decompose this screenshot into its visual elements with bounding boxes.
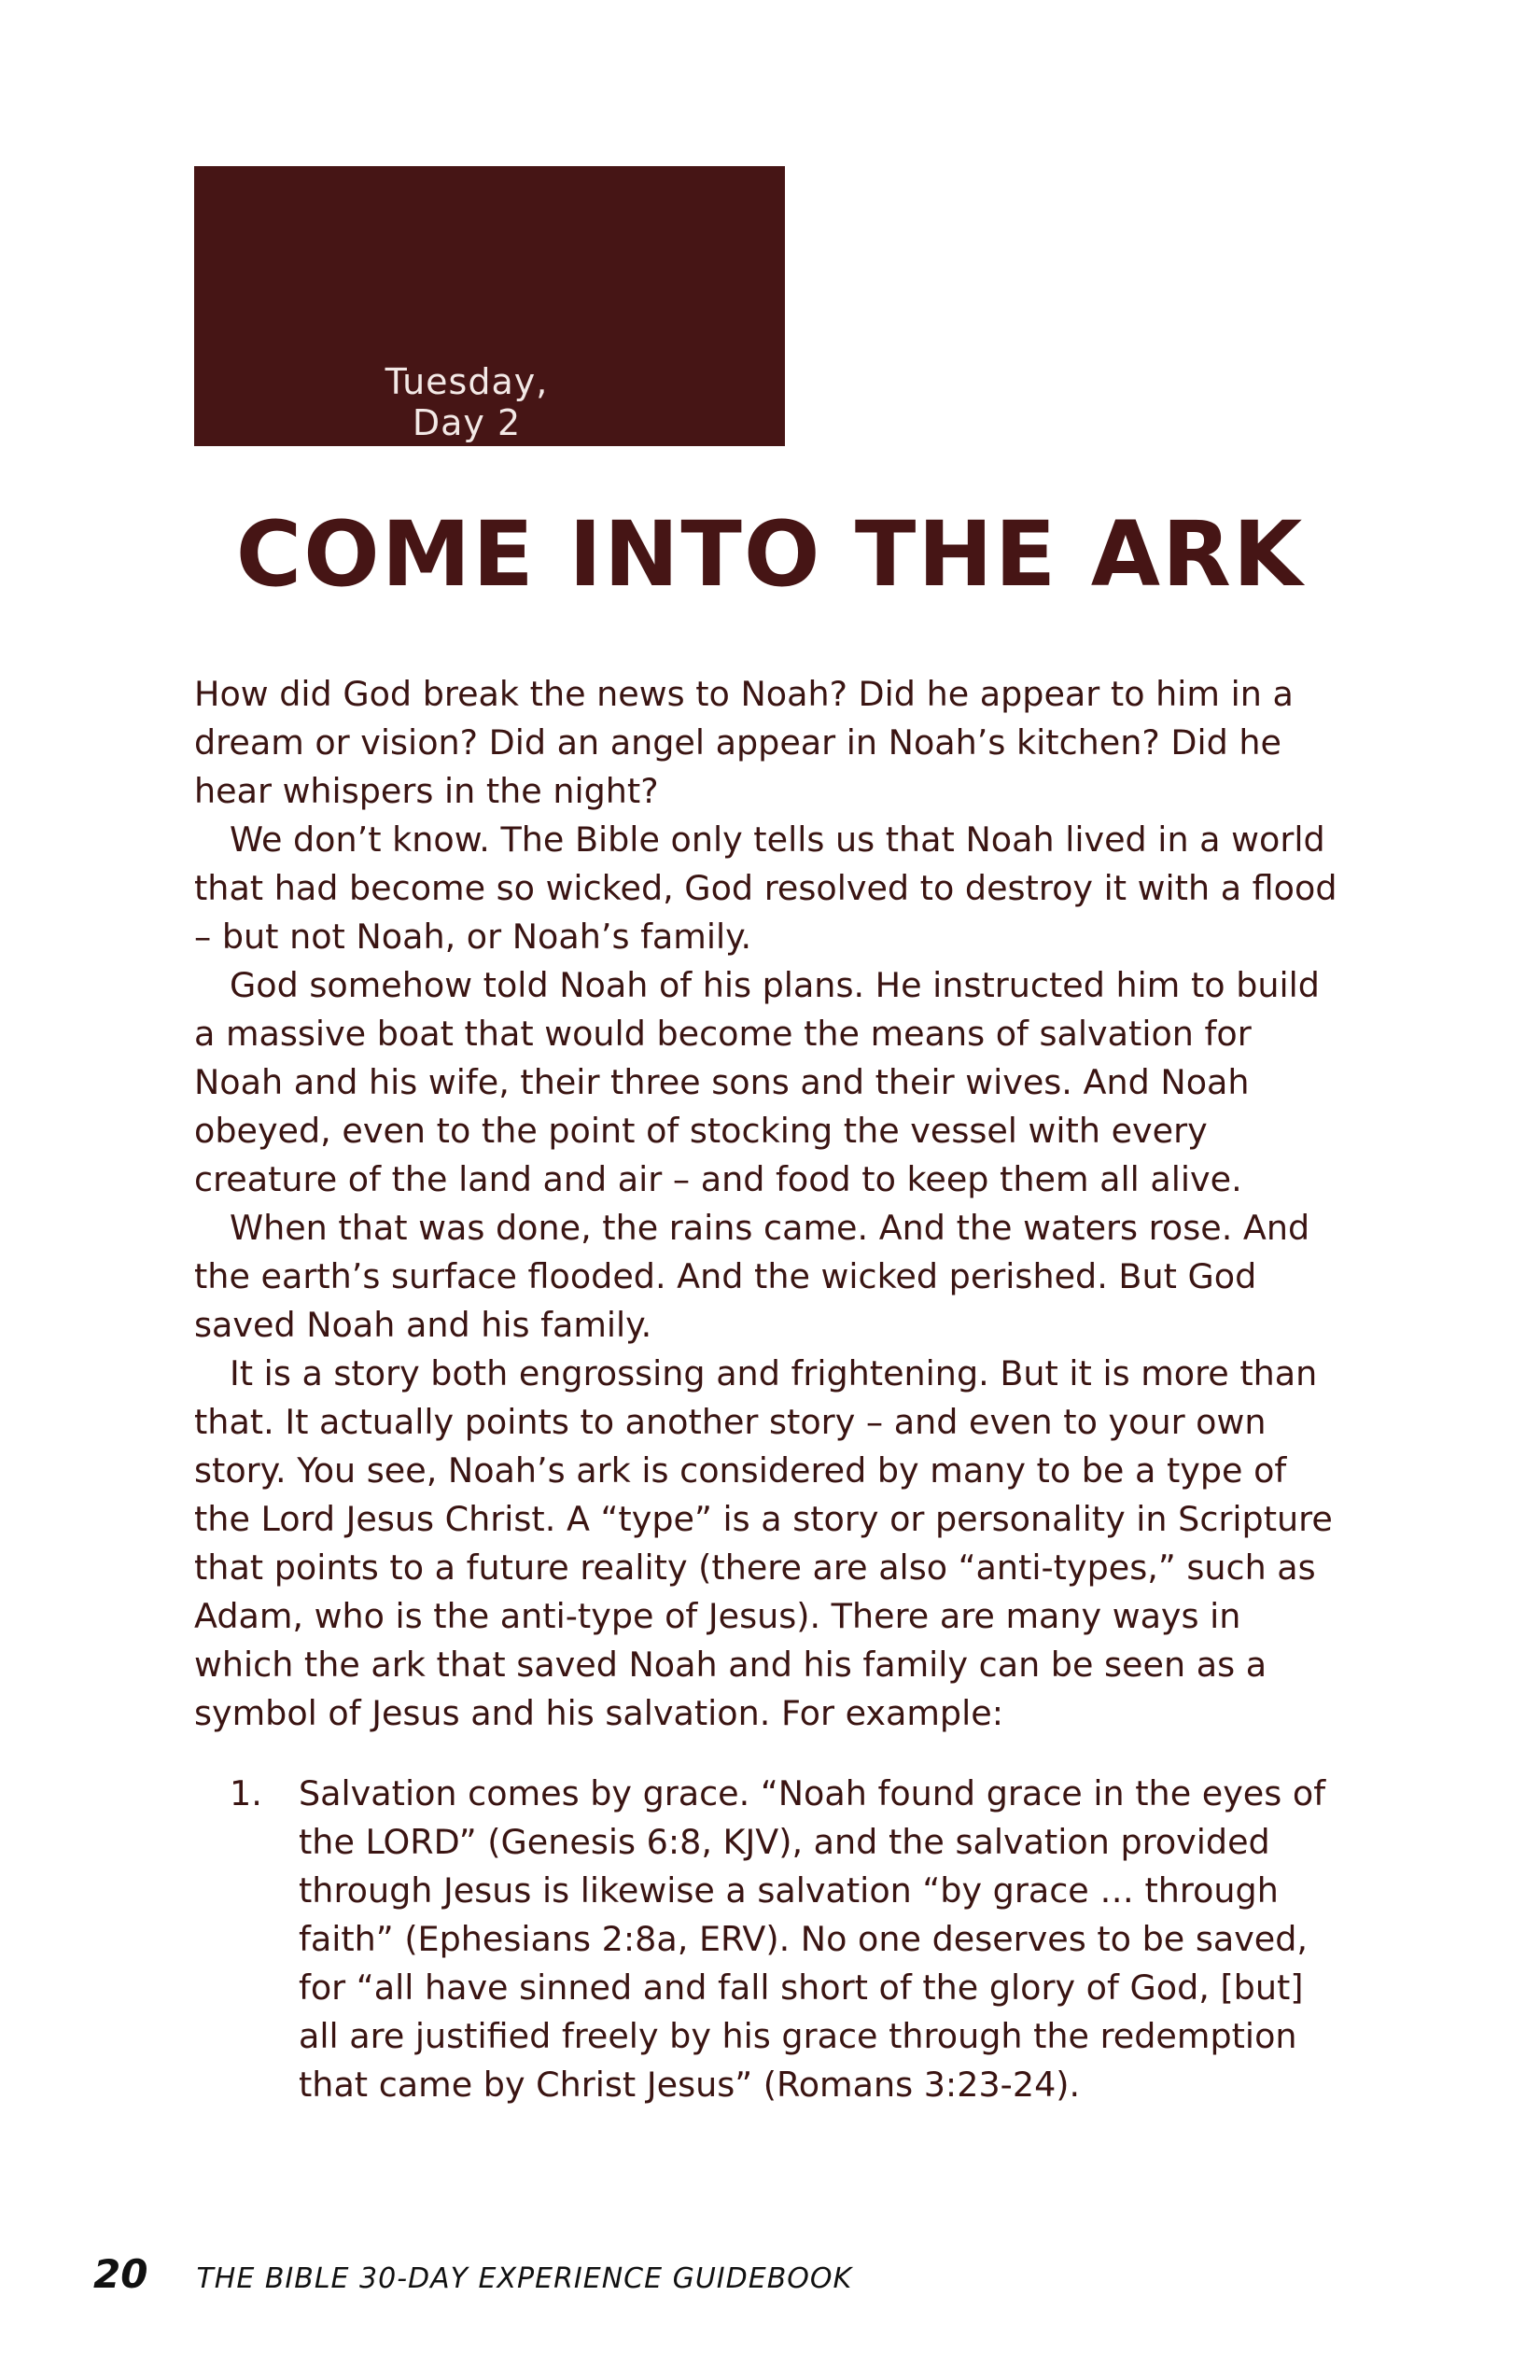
book-title: THE BIBLE 30-DAY EXPERIENCE GUIDEBOOK — [196, 2262, 853, 2295]
body-text — [194, 670, 1337, 1738]
page-title: COME INTO THE ARK — [235, 502, 1305, 607]
list-item-number: 1. — [230, 1773, 262, 1813]
list-item — [194, 1770, 1337, 2109]
day-label: Tuesday, Day 2 — [385, 361, 549, 443]
paragraph-5: It is a story both engrossing and frightening. But it is more than that. It actually points to another story – and even to your own story. You see, Noah’s ark is considered by many to be a type of the Lord Jesus Christ. A “type” is a story or personality in Scripture that points to a future reality (there are also “anti-types,” such as Adam, who is the anti-type of Jesus). There are many ways in which the ark that saved Noah and his family can be seen as a symbol of Jesus and his salvation. For example: — [194, 1353, 1333, 1733]
paragraph-3: God somehow told Noah of his plans. He instructed him to build a massive boat that would become the means of salvation for Noah and his wife, their three sons and their wives. And Noah obeyed, even to the point of stocking the vessel with every creature of the land and air – and food to keep them all alive. — [194, 965, 1320, 1199]
paragraph-1: How did God break the news to Noah? Did he appear to him in a dream or vision? Did an angel appear in Noah’s kitchen? Did he hear whispers in the night? — [194, 674, 1294, 811]
paragraph-2: We don’t know. The Bible only tells us that Noah lived in a world that had become so wicked, God resolved to destroy it with a flood – but not Noah, or Noah’s family. — [194, 819, 1337, 957]
numbered-list — [194, 1770, 1337, 2109]
paragraph-4: When that was done, the rains came. And the waters rose. And the earth’s surface flooded. And the wicked perished. But God saved Noah and his family. — [194, 1208, 1310, 1345]
day-banner — [194, 166, 785, 446]
page-footer — [93, 2251, 852, 2307]
page-number: 20 — [93, 2251, 148, 2297]
list-item-text: Salvation comes by grace. “Noah found grace in the eyes of the LORD” (Genesis 6:8, KJV), and the salvation provided through Jesus is likewise a salvation “by grace … through faith” (Ephesians 2:8a, ERV). No one deserves to be saved, for “all have sinned and fall short of the glory of God, [but] all are justified freely by his grace through the redemption that came by Christ Jesus” (Romans 3:23-24). — [299, 1773, 1326, 2105]
